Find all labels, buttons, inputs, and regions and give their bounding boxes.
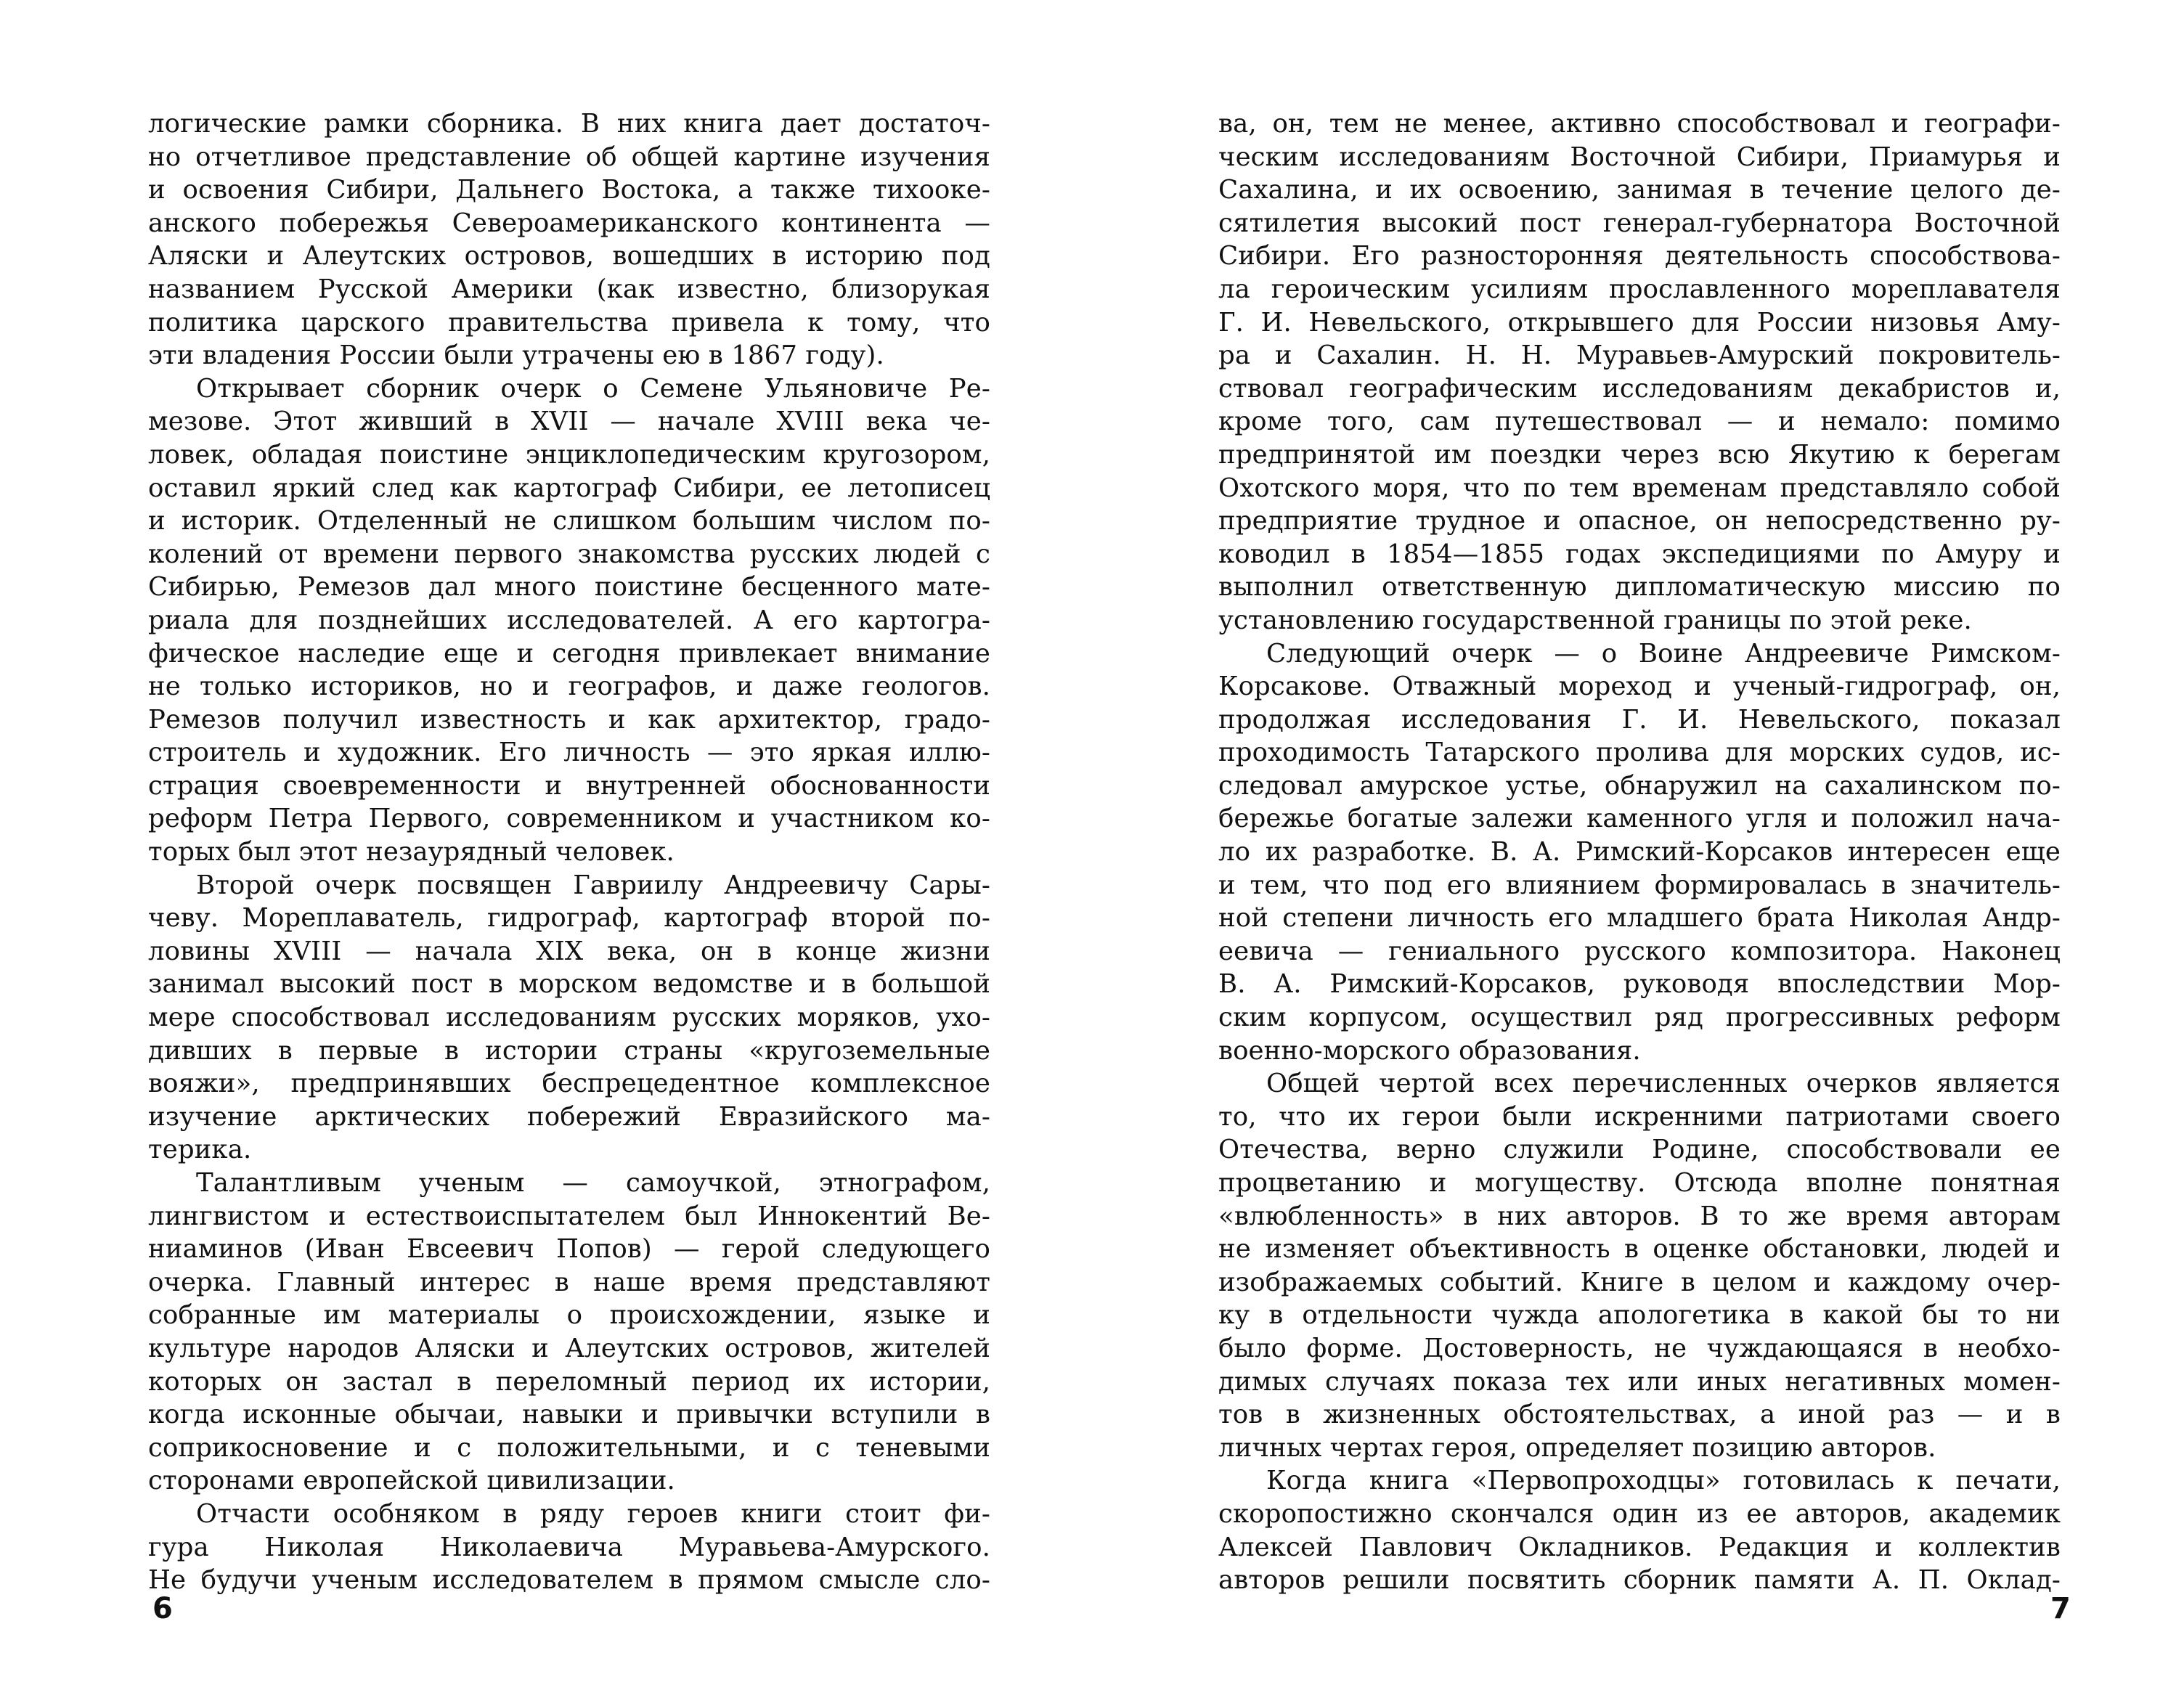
text-line: оставил яркий след как картограф Сибири, ее летописец xyxy=(148,473,990,503)
text-line: политика царского правительства привела к тому, что xyxy=(148,307,990,338)
text-line: гура Николая Николаевича Муравьева-Амурского. xyxy=(148,1532,990,1562)
text-line: лингвистом и естествоиспытателем был Иннокентий Ве- xyxy=(148,1201,990,1231)
text-line: ским корпусом, осуществил ряд прогрессивных реформ xyxy=(1218,1003,2061,1033)
right-page-text xyxy=(1218,107,2061,1597)
text-line: эти владения России были утрачены ею в 1867 году). xyxy=(148,340,884,371)
text-line: мере способствовал исследованиям русских моряков, ухо- xyxy=(148,1003,990,1033)
text-line: скоропостижно скончался один из ее авторов, академик xyxy=(1218,1498,2061,1529)
text-line: ло их разработке. В. А. Римский-Корсаков интересен еще xyxy=(1218,837,2061,868)
text-line: Корсакове. Отважный мореход и ученый-гидрограф, он, xyxy=(1218,672,2061,702)
text-line: вояжи», предпринявших беспрецедентное комплексное xyxy=(148,1069,990,1099)
text-line: культуре народов Аляски и Алеутских островов, жителей xyxy=(148,1333,990,1363)
text-line: Сибирью, Ремезов дал много поистине бесценного мате- xyxy=(148,572,990,603)
text-line: Общей чертой всех перечисленных очерков является xyxy=(1266,1069,2061,1099)
left-page-number: 6 xyxy=(152,1592,173,1625)
text-line: процветанию и могуществу. Отсюда вполне понятная xyxy=(1218,1168,2061,1198)
text-line: ческим исследованиям Восточной Сибири, Приамурья и xyxy=(1218,142,2061,172)
text-line: «влюбленность» в них авторов. В то же время авторам xyxy=(1218,1201,2061,1231)
text-line: проходимость Татарского пролива для морских судов, ис- xyxy=(1218,738,2061,768)
text-line: ствовал географическим исследованиям декабристов и, xyxy=(1218,373,2061,404)
text-line: логические рамки сборника. В них книга дает достаточ- xyxy=(148,109,990,139)
text-line: сторонами европейской цивилизации. xyxy=(148,1466,675,1496)
text-line: риала для позднейших исследователей. А его картогра- xyxy=(148,605,990,635)
text-line: Ремезов получил известность и как архитектор, градо- xyxy=(148,704,990,735)
text-line: Талантливым ученым — самоучкой, этнографом, xyxy=(196,1168,990,1198)
text-line: но отчетливое представление об общей картине изучения xyxy=(148,142,990,172)
text-line: занимал высокий пост в морском ведомстве и в большой xyxy=(148,969,990,1000)
text-line: сятилетия высокий пост генерал-губернатора Восточной xyxy=(1218,208,2061,238)
text-line: тов в жизненных обстоятельствах, а иной раз — и в xyxy=(1218,1400,2061,1430)
text-line: ловек, обладая поистине энциклопедическим кругозором, xyxy=(148,439,990,470)
text-line: предпринятой им поездки через всю Якутию к берегам xyxy=(1218,439,2061,470)
text-line: Аляски и Алеутских островов, вошедших в историю под xyxy=(148,241,990,272)
text-line: не только историков, но и географов, и даже геологов. xyxy=(148,672,990,702)
text-line: Отечества, верно служили Родине, способствовали ее xyxy=(1218,1135,2061,1165)
text-line: ла героическим усилиям прославленного мореплавателя xyxy=(1218,274,2061,304)
left-page-text xyxy=(148,107,990,1597)
text-line: изучение арктических побережий Евразийского ма- xyxy=(148,1101,990,1132)
text-line: Отчасти особняком в ряду героев книги стоит фи- xyxy=(196,1498,990,1529)
text-line: ководил в 1854—1855 годах экспедициями по Амуру и xyxy=(1218,539,2061,569)
text-line: предприятие трудное и опасное, он непосредственно ру- xyxy=(1218,506,2061,536)
text-line: колений от времени первого знакомства русских людей с xyxy=(148,539,990,569)
text-line: В. А. Римский-Корсаков, руководя впоследствии Мор- xyxy=(1218,969,2061,1000)
text-line: выполнил ответственную дипломатическую миссию по xyxy=(1218,572,2061,603)
text-line: изображаемых событий. Книге в целом и каждому очер- xyxy=(1218,1267,2061,1297)
text-line: соприкосновение и с положительными, и с теневыми xyxy=(148,1432,990,1463)
text-line: чеву. Мореплаватель, гидрограф, картограф второй по- xyxy=(148,903,990,934)
text-line: авторов решили посвятить сборник памяти А. П. Оклад- xyxy=(1218,1565,2061,1596)
text-line: димых случаях показа тех или иных негативных момен- xyxy=(1218,1366,2061,1397)
text-line: Следующий очерк — о Воине Андреевиче Римском- xyxy=(1266,638,2061,669)
text-line: терика. xyxy=(148,1135,252,1165)
text-line: Сахалина, и их освоению, занимая в течение целого де- xyxy=(1218,175,2061,205)
text-line: кроме того, сам путешествовал — и немало: помимо xyxy=(1218,407,2061,437)
text-line: Алексей Павлович Окладников. Редакция и коллектив xyxy=(1218,1532,2061,1562)
right-page xyxy=(1092,0,2184,1706)
text-line: еевича — гениального русского композитора. Наконец xyxy=(1218,936,2061,966)
text-line: Второй очерк посвящен Гавриилу Андреевичу Сары- xyxy=(196,870,990,900)
text-line: ра и Сахалин. Н. Н. Муравьев-Амурский покровитель- xyxy=(1218,340,2061,371)
text-line: Г. И. Невельского, открывшего для России низовья Аму- xyxy=(1218,307,2061,338)
text-line: Не будучи ученым исследователем в прямом смысле сло- xyxy=(148,1565,990,1596)
text-line: когда исконные обычаи, навыки и привычки вступили в xyxy=(148,1400,990,1430)
text-line: бережье богатые залежи каменного угля и положил нача- xyxy=(1218,804,2061,834)
text-line: анского побережья Североамериканского континента — xyxy=(148,208,990,238)
text-line: строитель и художник. Его личность — это яркая иллю- xyxy=(148,738,990,768)
text-line: названием Русской Америки (как известно, близорукая xyxy=(148,274,990,304)
text-line: и историк. Отделенный не слишком большим числом по- xyxy=(148,506,990,536)
text-line: Когда книга «Первопроходцы» готовилась к печати, xyxy=(1266,1466,2061,1496)
text-line: следовал амурское устье, обнаружил на сахалинском по- xyxy=(1218,770,2061,801)
text-line: Сибири. Его разносторонняя деятельность способствова- xyxy=(1218,241,2061,272)
text-line: собранные им материалы о происхождении, языке и xyxy=(148,1300,990,1331)
text-line: и освоения Сибири, Дальнего Востока, а также тихооке- xyxy=(148,175,990,205)
text-line: очерка. Главный интерес в наше время представляют xyxy=(148,1267,990,1297)
text-line: мезове. Этот живший в XVII — начале XVIII века че- xyxy=(148,407,990,437)
text-line: реформ Петра Первого, современником и участником ко- xyxy=(148,804,990,834)
text-line: было форме. Достоверность, не чуждающаяся в необхо- xyxy=(1218,1333,2061,1363)
text-line: ниаминов (Иван Евсеевич Попов) — герой следующего xyxy=(148,1234,990,1265)
text-line: военно-морского образования. xyxy=(1218,1035,1641,1066)
text-line: ной степени личность его младшего брата Николая Андр- xyxy=(1218,903,2061,934)
text-line: дивших в первые в истории страны «кругоземельные xyxy=(148,1035,990,1066)
text-line: личных чертах героя, определяет позицию авторов. xyxy=(1218,1432,1936,1463)
text-line: то, что их герои были искренними патриотами своего xyxy=(1218,1101,2061,1132)
text-line: и тем, что под его влиянием формировалась в значитель- xyxy=(1218,870,2061,900)
text-line: ловины XVIII — начала XIX века, он в конце жизни xyxy=(148,936,990,966)
text-line: продолжая исследования Г. И. Невельского, показал xyxy=(1218,704,2061,735)
text-line: ку в отдельности чужда апологетика в какой бы то ни xyxy=(1218,1300,2061,1331)
text-line: страция своевременности и внутренней обоснованности xyxy=(148,770,990,801)
text-line: Охотского моря, что по тем временам представляло собой xyxy=(1218,473,2061,503)
text-line: установлению государственной границы по этой реке. xyxy=(1218,605,1972,635)
text-line: которых он застал в переломный период их истории, xyxy=(148,1366,990,1397)
text-line: Открывает сборник очерк о Семене Ульяновиче Ре- xyxy=(196,373,990,404)
text-line: не изменяет объективность в оценке обстановки, людей и xyxy=(1218,1234,2061,1265)
right-page-number: 7 xyxy=(2050,1592,2071,1625)
text-line: ва, он, тем не менее, активно способствовал и географи- xyxy=(1218,109,2061,139)
text-line: фическое наследие еще и сегодня привлекает внимание xyxy=(148,638,990,669)
text-line: торых был этот незаурядный человек. xyxy=(148,837,675,868)
